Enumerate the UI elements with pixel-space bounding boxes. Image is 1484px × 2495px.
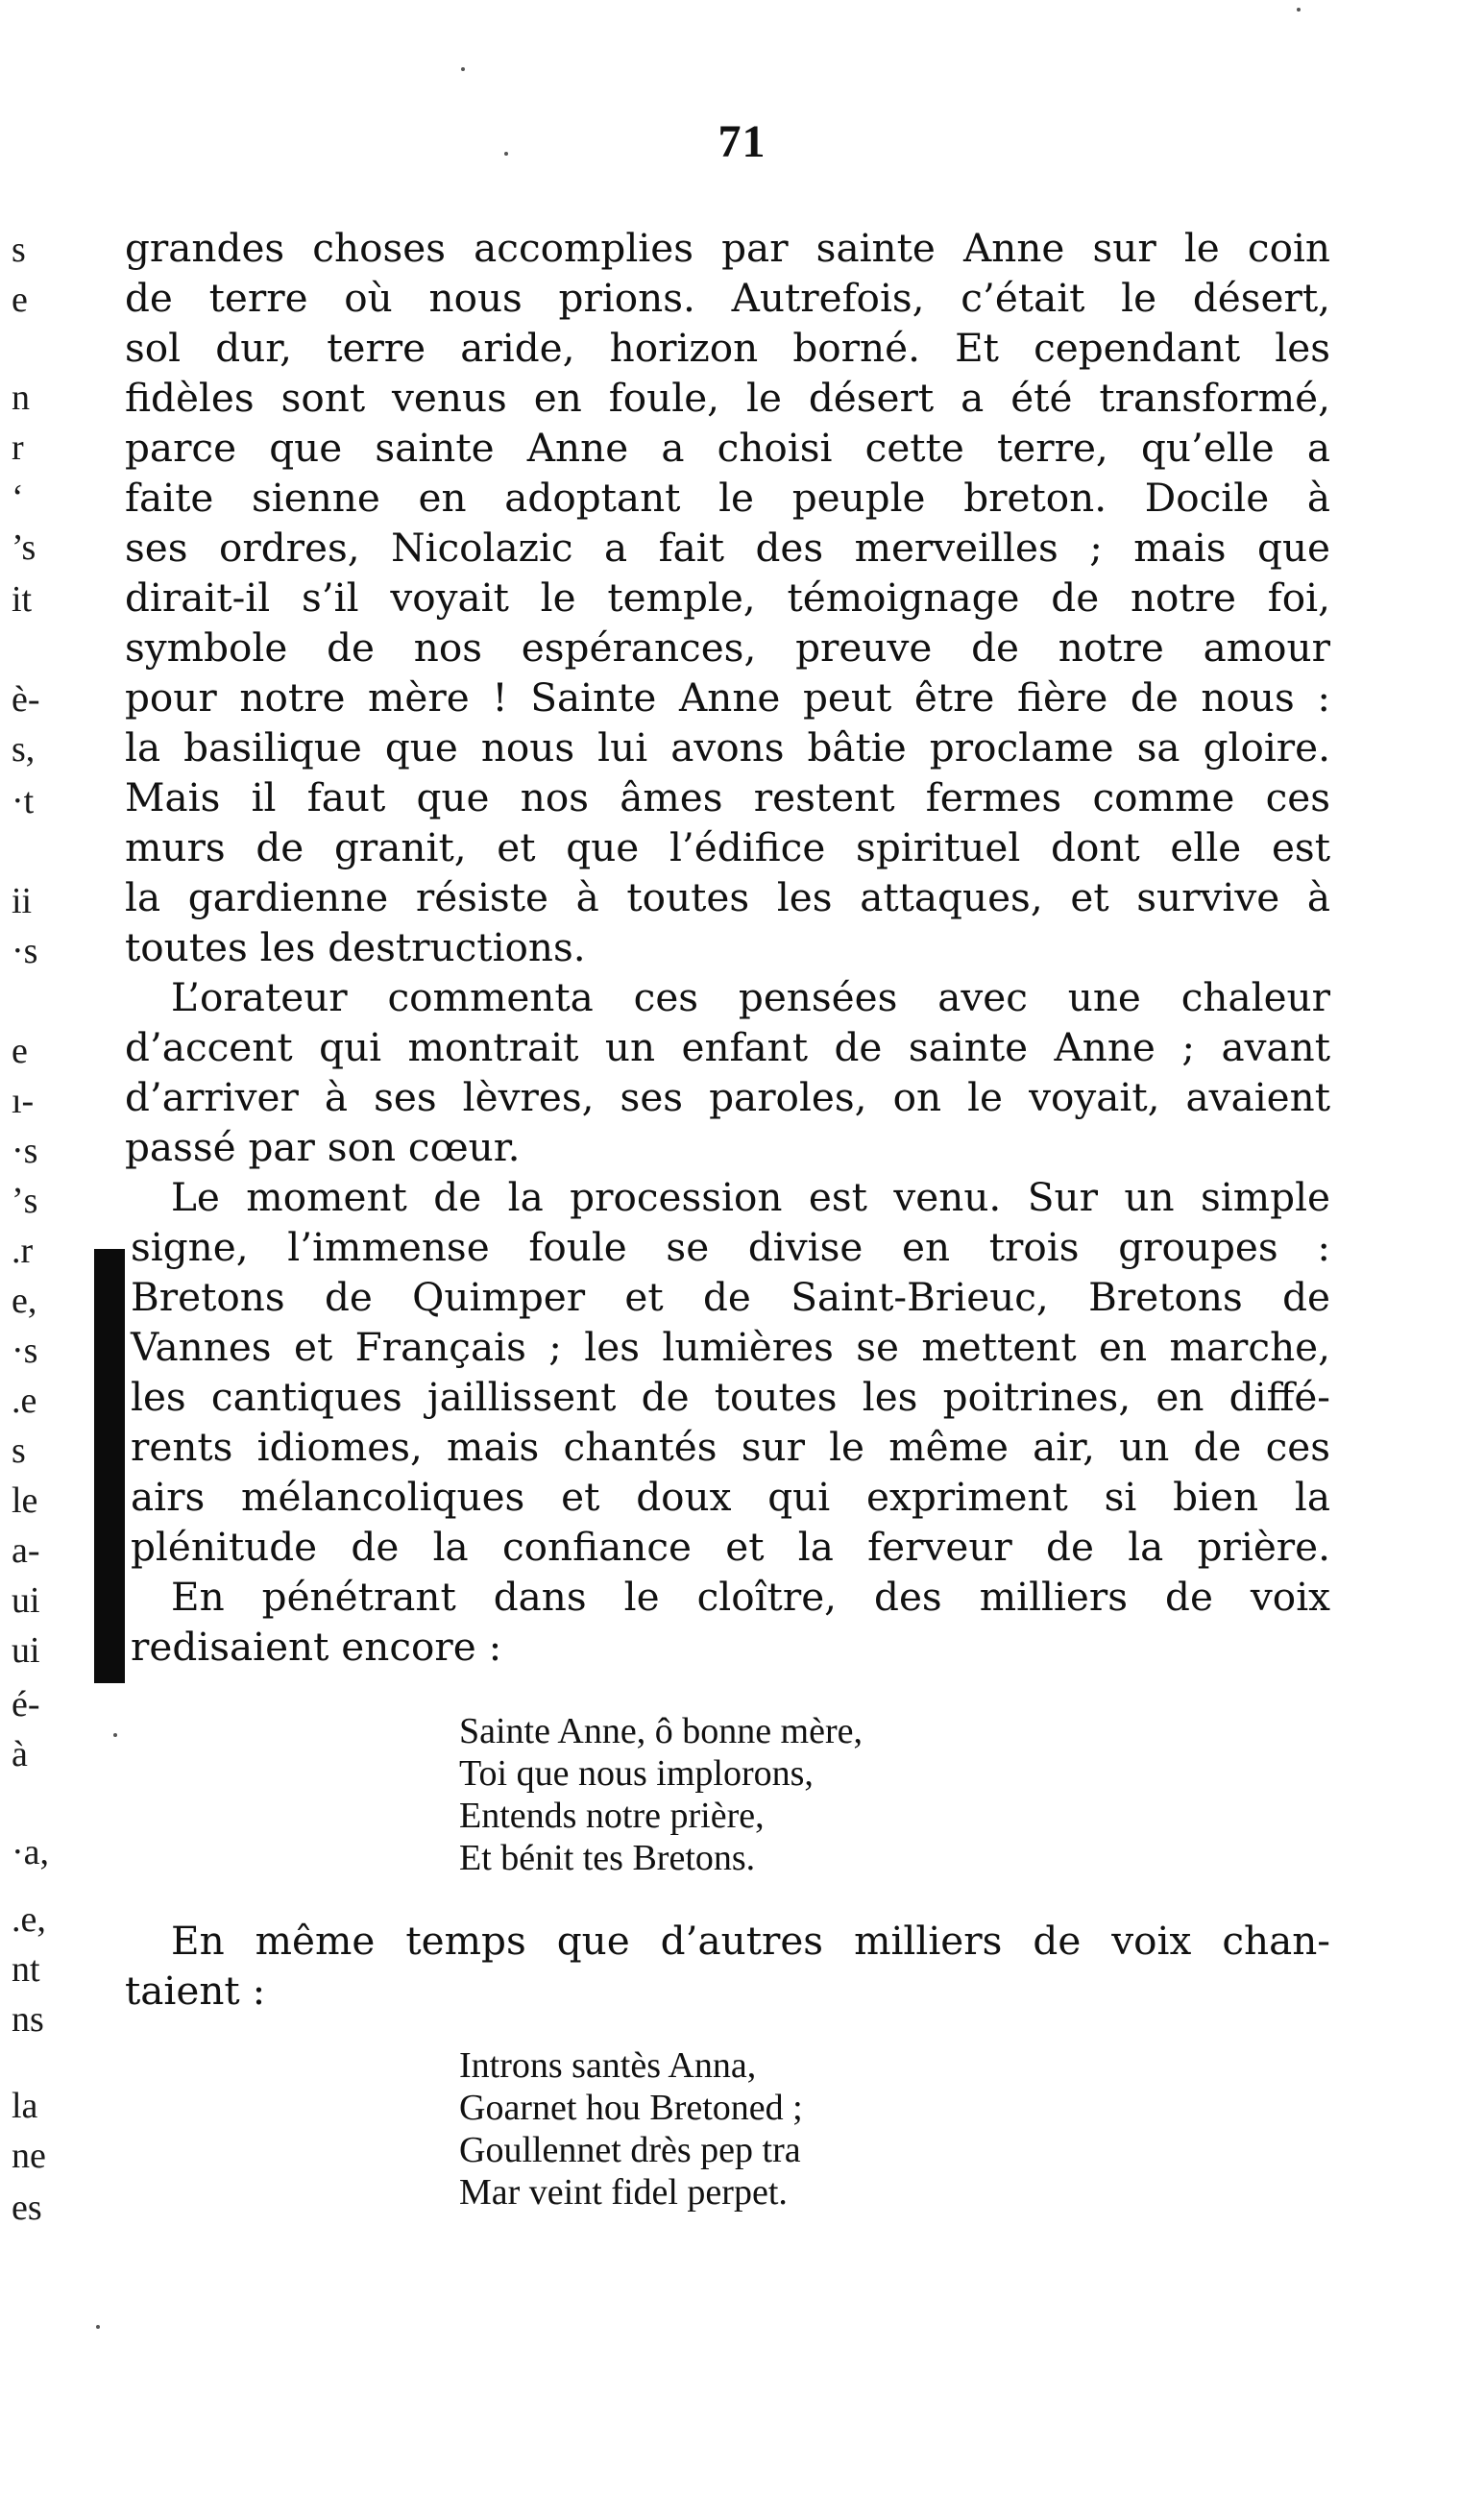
margin-fragment: ’s <box>12 527 36 568</box>
margin-fragment: ·s <box>12 1131 38 1171</box>
margin-fragment: e <box>12 280 28 320</box>
margin-fragment: à <box>12 1734 28 1774</box>
margin-fragment: n <box>12 378 30 418</box>
body-line: airs mélancoliques et doux qui expriment si bien la <box>131 1474 1330 1520</box>
margin-fragment: nt <box>12 1949 40 1990</box>
margin-fragment: ·s <box>12 1331 38 1371</box>
body-line: la gardienne résiste à toutes les attaques, et survive à <box>125 874 1330 920</box>
margin-fragment: s <box>12 1431 26 1471</box>
body-line: la basilique que nous lui avons bâtie proclame sa gloire. <box>125 724 1330 771</box>
verse-line: Goullennet drès pep tra <box>459 2130 801 2170</box>
body-line: rents idiomes, mais chantés sur le même air, un de ces <box>131 1424 1330 1470</box>
paper-speck <box>96 2325 100 2329</box>
body-line: toutes les destructions. <box>125 924 586 970</box>
verse-line: Sainte Anne, ô bonne mère, <box>459 1711 864 1751</box>
verse-line: Et bénit tes Bretons. <box>459 1838 756 1878</box>
body-line: les cantiques jaillissent de toutes les poitrines, en diffé- <box>131 1374 1330 1420</box>
paper-speck <box>504 152 508 156</box>
body-line: passé par son cœur. <box>125 1124 521 1170</box>
margin-fragment: .r <box>12 1231 34 1271</box>
paper-speck <box>113 1733 117 1737</box>
body-line: murs de granit, et que l’édifice spirituel dont elle est <box>125 824 1330 870</box>
margin-fragment: e, <box>12 1281 37 1321</box>
margin-fragment: .e, <box>12 1899 46 1940</box>
body-line: sol dur, terre aride, horizon borné. Et cependant les <box>125 325 1330 371</box>
body-line: parce que sainte Anne a choisi cette terre, qu’elle a <box>125 425 1330 471</box>
binding-shadow-bar <box>94 1249 125 1683</box>
body-line: signe, l’immense foule se divise en trois groupes : <box>131 1224 1330 1270</box>
margin-fragment: r <box>12 428 24 468</box>
body-line: taient : <box>125 1968 266 2014</box>
margin-fragment: ns <box>12 1999 44 2040</box>
body-line: redisaient encore : <box>131 1624 502 1670</box>
margin-fragment: le <box>12 1480 38 1521</box>
body-line: d’accent qui montrait un enfant de sainte Anne ; avant <box>125 1024 1330 1070</box>
margin-fragment: ne <box>12 2136 46 2176</box>
body-line: fidèles sont venus en foule, le désert a été transformé, <box>125 375 1330 421</box>
body-line: de terre où nous prions. Autrefois, c’était le désert, <box>125 275 1330 321</box>
verse-line: Goarnet hou Bretoned ; <box>459 2088 803 2128</box>
margin-fragment: ı- <box>12 1081 35 1121</box>
margin-fragment: ui <box>12 1580 40 1621</box>
margin-fragment: ii <box>12 881 33 921</box>
body-line: L’orateur commenta ces pensées avec une chaleur <box>171 974 1330 1020</box>
margin-fragment: è- <box>12 679 40 720</box>
margin-fragment: es <box>12 2188 42 2228</box>
margin-fragment: e <box>12 1031 28 1071</box>
body-line: Le moment de la procession est venu. Sur un simple <box>171 1174 1330 1220</box>
verse-line: Entends notre prière, <box>459 1796 765 1836</box>
margin-fragment: .e <box>12 1381 37 1421</box>
margin-fragment: s, <box>12 729 36 770</box>
verse-line: Introns santès Anna, <box>459 2045 757 2086</box>
margin-fragment: ·a, <box>12 1832 50 1872</box>
body-line: pour notre mère ! Sainte Anne peut être fière de nous : <box>125 674 1330 721</box>
body-line: plénitude de la confiance et la ferveur de la prière. <box>131 1524 1330 1570</box>
body-line: d’arriver à ses lèvres, ses paroles, on le voyait, avaient <box>125 1074 1330 1120</box>
body-line: Mais il faut que nos âmes restent fermes comme ces <box>125 774 1330 820</box>
body-line: grandes choses accomplies par sainte Anne sur le coin <box>125 225 1330 271</box>
paper-speck <box>1297 8 1301 12</box>
page-number: 71 <box>718 116 766 167</box>
verse-line: Toi que nous implorons, <box>459 1753 814 1794</box>
margin-fragment: ui <box>12 1630 40 1671</box>
body-line: En même temps que d’autres milliers de voix chan- <box>171 1918 1330 1964</box>
margin-fragment: ʼs <box>12 1181 38 1221</box>
margin-fragment: ·t <box>12 781 35 821</box>
paper-speck <box>461 67 465 71</box>
margin-fragment: a- <box>12 1530 40 1571</box>
body-line: Vannes et Français ; les lumières se mettent en marche, <box>131 1324 1330 1370</box>
margin-fragment: ·s <box>12 931 38 971</box>
body-line: Bretons de Quimper et de Saint-Brieuc, Bretons de <box>131 1274 1330 1320</box>
body-line: symbole de nos espérances, preuve de notre amour <box>125 624 1330 671</box>
margin-fragment: la <box>12 2086 38 2126</box>
body-line: faite sienne en adoptant le peuple breton. Docile à <box>125 475 1330 521</box>
body-line: ses ordres, Nicolazic a fait des merveilles ; mais que <box>125 525 1330 571</box>
verse-line: Mar veint fidel perpet. <box>459 2172 788 2213</box>
margin-fragment: ‘ <box>12 477 24 518</box>
body-line: dirait-il s’il voyait le temple, témoignage de notre foi, <box>125 575 1330 621</box>
margin-fragment: é- <box>12 1684 40 1724</box>
margin-fragment: it <box>12 579 33 620</box>
body-line: En pénétrant dans le cloître, des milliers de voix <box>171 1574 1330 1620</box>
margin-fragment: s <box>12 230 26 270</box>
